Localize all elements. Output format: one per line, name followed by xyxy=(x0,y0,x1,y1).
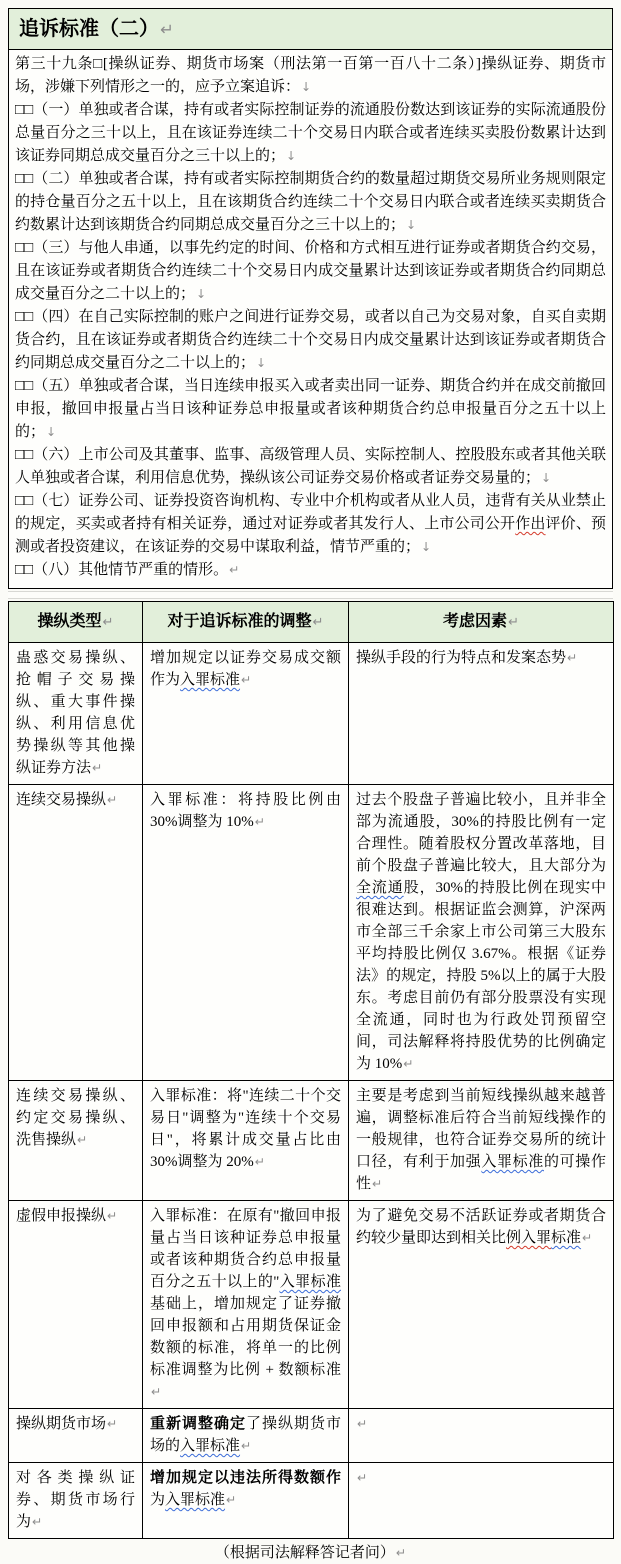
text-run: 蛊惑交易操纵、抢帽子交易操纵、重大事件操纵、利用信息优势操纵等其他操纵证券方法 xyxy=(16,650,135,776)
cell-standard-adjustment xyxy=(143,1409,349,1463)
formatting-mark: ↵ xyxy=(372,1177,383,1191)
prosecution-standard-section xyxy=(8,8,613,589)
formatting-mark: ↵ xyxy=(567,651,578,665)
text-run: 过去个股盘子普遍比较小，且并非全部为流通股，30%的持股比例有一定合理性。随着股权分置改革落地，目前个股盘子普遍比较大，且大部分为 xyxy=(356,792,606,874)
table-header-row xyxy=(9,602,614,643)
cell-manipulation-type xyxy=(9,1201,143,1409)
cell-considerations xyxy=(349,643,614,785)
text-run: 入罪标准 xyxy=(279,1274,341,1290)
formatting-mark: ↵ xyxy=(312,615,324,630)
formatting-mark: ↵ xyxy=(107,1417,118,1431)
text-run: □□（三）与他人串通，以事先约定的时间、价格和方式相互进行证券或者期货合约交易，且在该证券或者期货合约连续二十个交易日内成交量累计达到该证券或者期货合约同期总成交量百分之二十以上的； xyxy=(15,240,606,302)
formatting-mark: ↵ xyxy=(107,1209,118,1223)
cell-considerations xyxy=(349,1409,614,1463)
text-run: 增加规定以违法所得数额作 xyxy=(150,1470,341,1486)
formatting-mark: ↵ xyxy=(160,20,174,39)
text-run: 虚假申报操纵 xyxy=(16,1208,107,1224)
formatting-mark: ↵ xyxy=(357,1471,368,1485)
formatting-mark: ↓ xyxy=(301,80,312,94)
formatting-mark: ↵ xyxy=(357,1417,368,1431)
cell-considerations xyxy=(349,1081,614,1201)
article-item-6 xyxy=(15,444,606,490)
text-run: 入罪标准 xyxy=(165,1492,226,1508)
article-item-7 xyxy=(15,490,606,559)
formatting-mark: ↵ xyxy=(92,761,103,775)
cell-standard-adjustment xyxy=(143,1081,349,1201)
cell-manipulation-type xyxy=(9,1463,143,1539)
text-run: 入罪标准：将持股比例由 30%调整为 10% xyxy=(150,792,341,830)
formatting-mark: ↓ xyxy=(286,149,297,163)
cell-manipulation-type xyxy=(9,1081,143,1201)
formatting-mark: ↵ xyxy=(582,1231,593,1245)
cell-standard-adjustment xyxy=(143,785,349,1081)
text-run: 增加规定以证券交易成交额作为 xyxy=(150,650,341,688)
text-run: 了操纵期货市场的 xyxy=(150,1416,341,1454)
text-run: 入罪标准 xyxy=(180,672,241,688)
formatting-mark: ↓ xyxy=(406,218,417,232)
text-run: 操纵手段的行为特点和发案态势 xyxy=(356,650,567,666)
table-row xyxy=(9,1081,614,1201)
text-run: □□（四）在自己实际控制的账户之间进行证券交易，或者以自己为交易对象，自买自卖期货合约，且在该证券或者期货合约连续二十个交易日内成交量累计达到该证券或者期货合约同期总成交量百分之二十以上的； xyxy=(15,309,606,371)
cell-standard-adjustment xyxy=(143,643,349,785)
formatting-mark: ↵ xyxy=(226,1493,237,1507)
text-run: □□（八）其他情节严重的情形。 xyxy=(15,562,229,578)
formatting-mark: ↵ xyxy=(77,1133,88,1147)
adjustments-table xyxy=(8,601,614,1539)
article-item-8 xyxy=(15,559,606,582)
text-run: 追诉标准（二） xyxy=(19,18,159,40)
text-run: 为 xyxy=(150,1492,166,1508)
text-run: 连续交易操纵 xyxy=(16,792,107,808)
header-cell-manipulation-type xyxy=(9,602,143,643)
article-item-1 xyxy=(15,99,606,168)
formatting-mark: ↵ xyxy=(151,1385,162,1399)
text-run: 全流通 xyxy=(356,880,404,896)
text-run: 入罪标准 xyxy=(180,1438,241,1454)
text-run: □□（六）上市公司及其董事、监事、高级管理人员、实际控制人、控股股东或者其他关联人单独或者合谋，利用信息优势，操纵该公司证券交易价格或者证券交易量的； xyxy=(15,447,606,486)
formatting-mark: ↵ xyxy=(241,673,252,687)
cell-manipulation-type xyxy=(9,1409,143,1463)
text-run: 基础上，增加规定了证券撤回申报额和占用期货保证金数额的标准，将单一的比例标准调整为比例 + 数额标准 xyxy=(150,1296,341,1378)
text-run: 例入罪 xyxy=(506,1230,552,1246)
formatting-mark: ↓ xyxy=(46,425,57,439)
formatting-mark: ↵ xyxy=(102,615,114,630)
cell-considerations xyxy=(349,1463,614,1539)
formatting-mark: ↓ xyxy=(196,287,207,301)
article-body-cell xyxy=(9,50,612,588)
formatting-mark: ↓ xyxy=(541,471,552,485)
formatting-mark: ↵ xyxy=(32,1515,43,1529)
text-run: 为了避免交易不活跃证券或者期货合约较少量即达到相关比 xyxy=(356,1208,606,1246)
table-row xyxy=(9,1201,614,1409)
text-run: （根据司法解释答记者问） xyxy=(214,1545,395,1561)
formatting-mark: ↵ xyxy=(508,615,519,630)
formatting-mark: ↵ xyxy=(254,1155,266,1169)
formatting-mark: ↵ xyxy=(395,1546,407,1560)
text-run: 入罪标准：将"连续二十个交易日"调整为"连续十个交易日"，将累计成交量占比由30%调整为 20% xyxy=(150,1088,341,1170)
article-item-3 xyxy=(15,237,606,306)
table-row xyxy=(9,643,614,785)
formatting-mark: ↓ xyxy=(256,356,267,370)
text-run: 第三十九条□[操纵证券、期货市场案（刑法第一百第一百八十二条）]操纵证券、期货市场，涉嫌下列情形之一的，应予立案追诉： xyxy=(15,56,606,95)
header-cell-considerations xyxy=(349,602,614,643)
text-run: 股，30%的持股比例在现实中很难达到。根据证监会测算，沪深两市全部三千余家上市公司第三大股东平均持股比例仅 3.67%。根据《证券法》的规定，持股 5%以上的属于大股东。考虑目前仍有部分股票没有实现全流通，同时也为行政处罚预留空间，司法解释将持股优势的比例确定为 10% xyxy=(356,880,606,1072)
cell-considerations xyxy=(349,785,614,1081)
header-cell-standard-adjustment xyxy=(143,602,349,643)
cell-manipulation-type xyxy=(9,785,143,1081)
cell-standard-adjustment xyxy=(143,1463,349,1539)
text-run: 操纵期货市场 xyxy=(16,1416,107,1432)
formatting-mark: ↵ xyxy=(107,793,118,807)
table-row xyxy=(9,1409,614,1463)
cell-standard-adjustment xyxy=(143,1201,349,1409)
text-run: 标准 xyxy=(551,1230,582,1246)
text-run: □□（二）单独或者合谋，持有或者实际控制期货合约的数量超过期货交易所业务规则限定的持仓量百分之五十以上，且在该期货合约连续二十个交易日内联合或者连续买卖期货合约数累计达到该期货合约同期总成交量百分之三十以上的； xyxy=(15,171,606,233)
article-item-2 xyxy=(15,168,606,237)
text-run: 对各类操纵证券、期货市场行为 xyxy=(16,1470,135,1530)
text-run: 连续交易操纵、约定交易操纵、洗售操纵 xyxy=(16,1088,135,1148)
formatting-mark: ↓ xyxy=(421,540,432,554)
section-title-cell xyxy=(9,9,612,50)
formatting-mark: ↵ xyxy=(254,815,266,829)
text-run: □□（五）单独或者合谋，当日连续申报买入或者卖出同一证券、期货合约并在成交前撤回申报，撤回申报量占当日该种证券总申报量或者该种期货合约总申报量百分之五十以上的； xyxy=(15,378,606,440)
cell-manipulation-type xyxy=(9,643,143,785)
formatting-mark: ↵ xyxy=(229,563,240,577)
text-run: 作出 xyxy=(515,516,546,532)
page-title xyxy=(19,18,174,40)
text-run: □□（一）单独或者合谋，持有或者实际控制证券的流通股份数达到该证券的实际流通股份总量百分之三十以上，且在该证券连续二十个交易日内联合或者连续买卖股份数累计达到该证券同期总成交量百分之三十以上的； xyxy=(15,102,606,164)
text-run: 入罪标准 xyxy=(481,1154,544,1170)
text-run: 主要是考虑到当前短线操纵越来越普遍，调整标准后符合当前短线操作的一般规律，也符合证券交易所的统计口径，有利于加强 xyxy=(356,1088,606,1170)
article-item-5 xyxy=(15,375,606,444)
text-run: 重新调整确定 xyxy=(150,1416,246,1432)
formatting-mark: ↵ xyxy=(403,1057,414,1071)
text-run: 对于追诉标准的调整 xyxy=(167,613,312,630)
table-row xyxy=(9,785,614,1081)
text-run: 评价、预测或者投资建议，在该证券的交易中谋取利益，情节严重的； xyxy=(15,516,606,555)
text-run: 考虑因素 xyxy=(443,613,508,630)
table-row xyxy=(9,1463,614,1539)
article-intro-paragraph xyxy=(15,53,606,99)
text-run: 入罪标准：在原有"撤回申报量占当日该种证券总申报量或者该种期货合约总申报量百分之五十以上的" xyxy=(150,1208,341,1290)
text-run: 的可操作性 xyxy=(356,1154,606,1192)
text-run: 操纵类型 xyxy=(37,613,102,630)
text-run: □□（七）证券公司、证券投资咨询机构、专业中介机构或者从业人员，违背有关从业禁止的规定，买卖或者持有相关证券，通过对证券或者其发行人、上市公司公开 xyxy=(15,493,606,532)
cell-considerations xyxy=(349,1201,614,1409)
source-caption xyxy=(8,1539,613,1564)
formatting-mark: ↵ xyxy=(241,1439,252,1453)
table-separator xyxy=(8,591,613,599)
article-item-4 xyxy=(15,306,606,375)
